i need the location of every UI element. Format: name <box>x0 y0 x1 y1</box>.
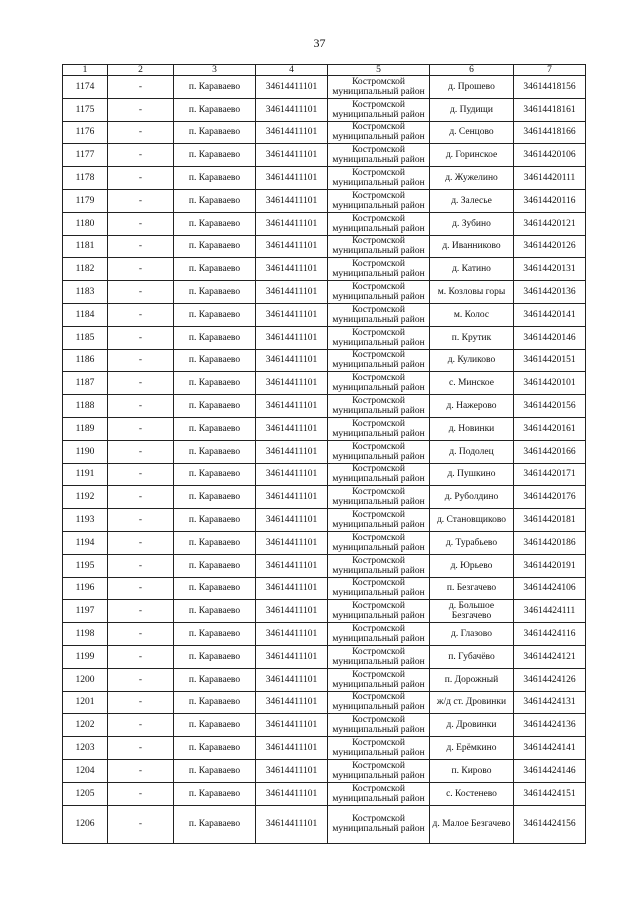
table-cell: 34614411101 <box>256 167 328 190</box>
table-cell: 34614411101 <box>256 144 328 167</box>
table-row <box>63 691 586 714</box>
table-cell: 1200 <box>63 668 108 691</box>
table-cell: д. Пушкино <box>430 463 514 486</box>
table-cell: Костромской муниципальный район <box>328 167 430 190</box>
column-header: 5 <box>328 65 430 76</box>
table-cell: 34614424141 <box>514 737 586 760</box>
table-cell: п. Караваево <box>174 189 256 212</box>
table-row <box>63 440 586 463</box>
table-cell: Костромской муниципальный район <box>328 509 430 532</box>
table-cell: - <box>108 326 174 349</box>
table-cell: 1179 <box>63 189 108 212</box>
table-cell: - <box>108 372 174 395</box>
registry-table <box>62 64 586 844</box>
table-cell: 1180 <box>63 212 108 235</box>
column-header: 7 <box>514 65 586 76</box>
table-cell: Костромской муниципальный район <box>328 303 430 326</box>
table-cell: 1174 <box>63 76 108 99</box>
table-row <box>63 463 586 486</box>
table-cell: 34614411101 <box>256 372 328 395</box>
table-cell: д. Большое Безгачево <box>430 600 514 623</box>
table-cell: 34614424146 <box>514 759 586 782</box>
table-cell: д. Новинки <box>430 417 514 440</box>
table-cell: 1199 <box>63 645 108 668</box>
table-cell: - <box>108 440 174 463</box>
table-cell: 34614424106 <box>514 577 586 600</box>
table-cell: п. Караваево <box>174 577 256 600</box>
table-cell: - <box>108 577 174 600</box>
table-row <box>63 235 586 258</box>
table-cell: с. Костенево <box>430 782 514 805</box>
table-cell: 34614411101 <box>256 440 328 463</box>
table-cell: п. Караваево <box>174 691 256 714</box>
table-cell: п. Караваево <box>174 554 256 577</box>
column-header: 1 <box>63 65 108 76</box>
table-cell: 1203 <box>63 737 108 760</box>
table-row <box>63 623 586 646</box>
table-cell: 1186 <box>63 349 108 372</box>
table-row <box>63 554 586 577</box>
table-cell: п. Караваево <box>174 212 256 235</box>
table-cell: п. Караваево <box>174 121 256 144</box>
table-cell: Костромской муниципальный район <box>328 554 430 577</box>
page-number: 37 <box>313 36 326 50</box>
table-cell: 1204 <box>63 759 108 782</box>
table-cell: 34614411101 <box>256 645 328 668</box>
header-row <box>63 65 586 76</box>
table-cell: 1188 <box>63 395 108 418</box>
table-cell: п. Караваево <box>174 600 256 623</box>
table-cell: Костромской муниципальный район <box>328 531 430 554</box>
table-cell: Костромской муниципальный район <box>328 737 430 760</box>
table-cell: - <box>108 737 174 760</box>
table-cell: 34614420106 <box>514 144 586 167</box>
column-header: 3 <box>174 65 256 76</box>
table-cell: д. Глазово <box>430 623 514 646</box>
table-cell: - <box>108 623 174 646</box>
table-cell: Костромской муниципальный район <box>328 440 430 463</box>
table-cell: - <box>108 281 174 304</box>
table-cell: д. Горинское <box>430 144 514 167</box>
table-row <box>63 303 586 326</box>
column-header: 6 <box>430 65 514 76</box>
table-cell: - <box>108 212 174 235</box>
table-row <box>63 737 586 760</box>
table-cell: Костромской муниципальный район <box>328 212 430 235</box>
table-cell: 34614418161 <box>514 98 586 121</box>
table-cell: п. Караваево <box>174 281 256 304</box>
table-cell: - <box>108 645 174 668</box>
table-cell: - <box>108 509 174 532</box>
column-header: 4 <box>256 65 328 76</box>
table-cell: п. Караваево <box>174 645 256 668</box>
table-cell: 1178 <box>63 167 108 190</box>
table-cell: 1193 <box>63 509 108 532</box>
table-cell: 1201 <box>63 691 108 714</box>
table-cell: - <box>108 531 174 554</box>
table-cell: - <box>108 600 174 623</box>
table-row <box>63 600 586 623</box>
table-cell: 34614411101 <box>256 349 328 372</box>
table-cell: 34614411101 <box>256 782 328 805</box>
table-cell: - <box>108 554 174 577</box>
table-cell: 1192 <box>63 486 108 509</box>
table-cell: д. Малое Безгачево <box>430 805 514 843</box>
table-cell: 34614424131 <box>514 691 586 714</box>
table-cell: Костромской муниципальный район <box>328 144 430 167</box>
table-cell: - <box>108 782 174 805</box>
table-cell: 1195 <box>63 554 108 577</box>
table-cell: п. Караваево <box>174 417 256 440</box>
table-cell: п. Караваево <box>174 258 256 281</box>
table-cell: п. Караваево <box>174 76 256 99</box>
table-cell: п. Караваево <box>174 509 256 532</box>
table-cell: 34614420111 <box>514 167 586 190</box>
table-cell: 34614411101 <box>256 554 328 577</box>
table-row <box>63 577 586 600</box>
table-cell: 34614411101 <box>256 737 328 760</box>
table-cell: д. Залесье <box>430 189 514 212</box>
column-header: 2 <box>108 65 174 76</box>
table-cell: - <box>108 189 174 212</box>
table-cell: ж/д ст. Дровинки <box>430 691 514 714</box>
table-cell: 1189 <box>63 417 108 440</box>
table-cell: с. Минское <box>430 372 514 395</box>
table-cell: Костромской муниципальный район <box>328 235 430 258</box>
table-cell: 1197 <box>63 600 108 623</box>
table-cell: 34614411101 <box>256 531 328 554</box>
table-cell: - <box>108 303 174 326</box>
table-cell: 34614411101 <box>256 189 328 212</box>
table-cell: - <box>108 805 174 843</box>
table-cell: 1176 <box>63 121 108 144</box>
table-cell: - <box>108 691 174 714</box>
table-cell: 34614411101 <box>256 76 328 99</box>
table-cell: д. Жужелино <box>430 167 514 190</box>
table-cell: п. Караваево <box>174 486 256 509</box>
table-row <box>63 144 586 167</box>
table-cell: 34614424126 <box>514 668 586 691</box>
table-cell: п. Караваево <box>174 167 256 190</box>
table-cell: 34614411101 <box>256 326 328 349</box>
table-cell: п. Караваево <box>174 372 256 395</box>
table-cell: Костромской муниципальный район <box>328 714 430 737</box>
table-cell: д. Подолец <box>430 440 514 463</box>
table-cell: д. Нажерово <box>430 395 514 418</box>
table-cell: п. Караваево <box>174 782 256 805</box>
table-cell: п. Губачёво <box>430 645 514 668</box>
table-cell: Костромской муниципальный район <box>328 417 430 440</box>
table-row <box>63 349 586 372</box>
table-cell: д. Руболдино <box>430 486 514 509</box>
table-cell: п. Кирово <box>430 759 514 782</box>
table-row <box>63 258 586 281</box>
table-cell: - <box>108 144 174 167</box>
table-row <box>63 417 586 440</box>
table-cell: 1194 <box>63 531 108 554</box>
table-cell: п. Караваево <box>174 98 256 121</box>
table-cell: 34614411101 <box>256 303 328 326</box>
table-cell: 34614420156 <box>514 395 586 418</box>
table-cell: 34614420176 <box>514 486 586 509</box>
table-cell: Костромской муниципальный район <box>328 372 430 395</box>
table-cell: 34614411101 <box>256 98 328 121</box>
table-row <box>63 509 586 532</box>
table-cell: д. Зубино <box>430 212 514 235</box>
table-cell: Костромской муниципальный район <box>328 463 430 486</box>
table-cell: 1190 <box>63 440 108 463</box>
table-cell: 34614411101 <box>256 395 328 418</box>
table-cell: Костромской муниципальный район <box>328 623 430 646</box>
table-cell: 34614411101 <box>256 600 328 623</box>
table-cell: д. Сенцово <box>430 121 514 144</box>
table-cell: 1198 <box>63 623 108 646</box>
table-cell: 34614424136 <box>514 714 586 737</box>
table-cell: 1177 <box>63 144 108 167</box>
table-cell: п. Караваево <box>174 463 256 486</box>
table-cell: п. Крутик <box>430 326 514 349</box>
table-cell: - <box>108 98 174 121</box>
table-cell: 34614424116 <box>514 623 586 646</box>
table-cell: 34614420101 <box>514 372 586 395</box>
table-cell: 1182 <box>63 258 108 281</box>
table-cell: 34614418156 <box>514 76 586 99</box>
table-cell: 34614411101 <box>256 212 328 235</box>
table-cell: 34614411101 <box>256 668 328 691</box>
table-row <box>63 98 586 121</box>
table-cell: 34614420166 <box>514 440 586 463</box>
table-cell: 1175 <box>63 98 108 121</box>
table-cell: 1196 <box>63 577 108 600</box>
table-cell: 34614411101 <box>256 121 328 144</box>
table-cell: - <box>108 759 174 782</box>
table-cell: - <box>108 76 174 99</box>
table-row <box>63 805 586 843</box>
table-cell: 34614411101 <box>256 577 328 600</box>
table-cell: 34614420191 <box>514 554 586 577</box>
table-cell: Костромской муниципальный район <box>328 645 430 668</box>
table-row <box>63 189 586 212</box>
table-cell: п. Караваево <box>174 531 256 554</box>
table-cell: 34614424156 <box>514 805 586 843</box>
table-cell: Костромской муниципальный район <box>328 691 430 714</box>
table-cell: п. Караваево <box>174 349 256 372</box>
table-cell: 34614420171 <box>514 463 586 486</box>
table-cell: п. Караваево <box>174 303 256 326</box>
table-cell: 34614420131 <box>514 258 586 281</box>
table-cell: д. Прошево <box>430 76 514 99</box>
table-cell: п. Караваево <box>174 714 256 737</box>
table-cell: 34614420186 <box>514 531 586 554</box>
table-cell: п. Караваево <box>174 440 256 463</box>
table-cell: п. Караваево <box>174 326 256 349</box>
table-row <box>63 76 586 99</box>
table-row <box>63 531 586 554</box>
table-cell: 1202 <box>63 714 108 737</box>
table-cell: д. Катино <box>430 258 514 281</box>
table-cell: Костромской муниципальный район <box>328 782 430 805</box>
table-cell: 34614420141 <box>514 303 586 326</box>
table-cell: 1183 <box>63 281 108 304</box>
table-cell: - <box>108 714 174 737</box>
table-cell: 1185 <box>63 326 108 349</box>
table-cell: 34614411101 <box>256 258 328 281</box>
table-row <box>63 281 586 304</box>
table-cell: Костромской муниципальный район <box>328 326 430 349</box>
table-cell: 34614411101 <box>256 714 328 737</box>
table-body <box>63 76 586 844</box>
table-row <box>63 645 586 668</box>
table-cell: Костромской муниципальный район <box>328 281 430 304</box>
table-cell: д. Куликово <box>430 349 514 372</box>
table-cell: 34614420121 <box>514 212 586 235</box>
table-cell: - <box>108 258 174 281</box>
table-cell: 34614420126 <box>514 235 586 258</box>
table-cell: д. Ерёмкино <box>430 737 514 760</box>
table-cell: - <box>108 486 174 509</box>
table-cell: 34614411101 <box>256 417 328 440</box>
table-cell: п. Караваево <box>174 144 256 167</box>
table-cell: 34614411101 <box>256 691 328 714</box>
table-cell: Костромской муниципальный район <box>328 98 430 121</box>
table-cell: д. Иванниково <box>430 235 514 258</box>
table-cell: п. Караваево <box>174 805 256 843</box>
table-cell: 34614424121 <box>514 645 586 668</box>
table-cell: Костромской муниципальный район <box>328 577 430 600</box>
table-cell: п. Дорожный <box>430 668 514 691</box>
table-cell: п. Караваево <box>174 737 256 760</box>
table-cell: 34614420161 <box>514 417 586 440</box>
table-cell: Костромской муниципальный район <box>328 258 430 281</box>
table-cell: п. Караваево <box>174 759 256 782</box>
table-cell: м. Козловы горы <box>430 281 514 304</box>
table-cell: д. Юрьево <box>430 554 514 577</box>
table-row <box>63 714 586 737</box>
table-cell: Костромской муниципальный район <box>328 805 430 843</box>
table-cell: - <box>108 167 174 190</box>
table-cell: 34614424151 <box>514 782 586 805</box>
table-cell: Костромской муниципальный район <box>328 600 430 623</box>
table-cell: 34614411101 <box>256 235 328 258</box>
table-cell: 34614420181 <box>514 509 586 532</box>
table-row <box>63 759 586 782</box>
table-cell: - <box>108 668 174 691</box>
table-cell: 34614411101 <box>256 623 328 646</box>
table-cell: 34614411101 <box>256 805 328 843</box>
table-cell: 1206 <box>63 805 108 843</box>
table-cell: 34614411101 <box>256 463 328 486</box>
table-row <box>63 395 586 418</box>
table-cell: м. Колос <box>430 303 514 326</box>
table-cell: д. Пудищи <box>430 98 514 121</box>
table-cell: 1181 <box>63 235 108 258</box>
table-cell: 1184 <box>63 303 108 326</box>
table-cell: Костромской муниципальный район <box>328 189 430 212</box>
table-cell: 1191 <box>63 463 108 486</box>
table-cell: п. Караваево <box>174 235 256 258</box>
table-cell: 1187 <box>63 372 108 395</box>
table-cell: Костромской муниципальный район <box>328 759 430 782</box>
table-row <box>63 372 586 395</box>
table-cell: д. Дровинки <box>430 714 514 737</box>
table-cell: Костромской муниципальный район <box>328 121 430 144</box>
table-cell: - <box>108 349 174 372</box>
table-row <box>63 121 586 144</box>
table-cell: п. Караваево <box>174 668 256 691</box>
table-cell: Костромской муниципальный район <box>328 486 430 509</box>
table-cell: д. Становщиково <box>430 509 514 532</box>
table-cell: - <box>108 235 174 258</box>
table-cell: 34614418166 <box>514 121 586 144</box>
table-cell: - <box>108 121 174 144</box>
table-cell: Костромской муниципальный район <box>328 76 430 99</box>
table-row <box>63 782 586 805</box>
table-cell: 34614424111 <box>514 600 586 623</box>
table-cell: - <box>108 417 174 440</box>
table-cell: 1205 <box>63 782 108 805</box>
table-row <box>63 486 586 509</box>
table-cell: д. Турабьево <box>430 531 514 554</box>
table-cell: - <box>108 395 174 418</box>
table-row <box>63 326 586 349</box>
table-cell: 34614411101 <box>256 759 328 782</box>
table-cell: - <box>108 463 174 486</box>
table-cell: 34614420151 <box>514 349 586 372</box>
table-cell: 34614420146 <box>514 326 586 349</box>
table-row <box>63 668 586 691</box>
table-cell: п. Караваево <box>174 623 256 646</box>
table-cell: 34614420136 <box>514 281 586 304</box>
table-cell: 34614411101 <box>256 281 328 304</box>
table-cell: 34614420116 <box>514 189 586 212</box>
table-row <box>63 212 586 235</box>
table-cell: п. Безгачево <box>430 577 514 600</box>
table-cell: 34614411101 <box>256 509 328 532</box>
table-cell: Костромской муниципальный район <box>328 395 430 418</box>
table-cell: 34614411101 <box>256 486 328 509</box>
table-row <box>63 167 586 190</box>
table-cell: п. Караваево <box>174 395 256 418</box>
table-cell: Костромской муниципальный район <box>328 668 430 691</box>
table-cell: Костромской муниципальный район <box>328 349 430 372</box>
